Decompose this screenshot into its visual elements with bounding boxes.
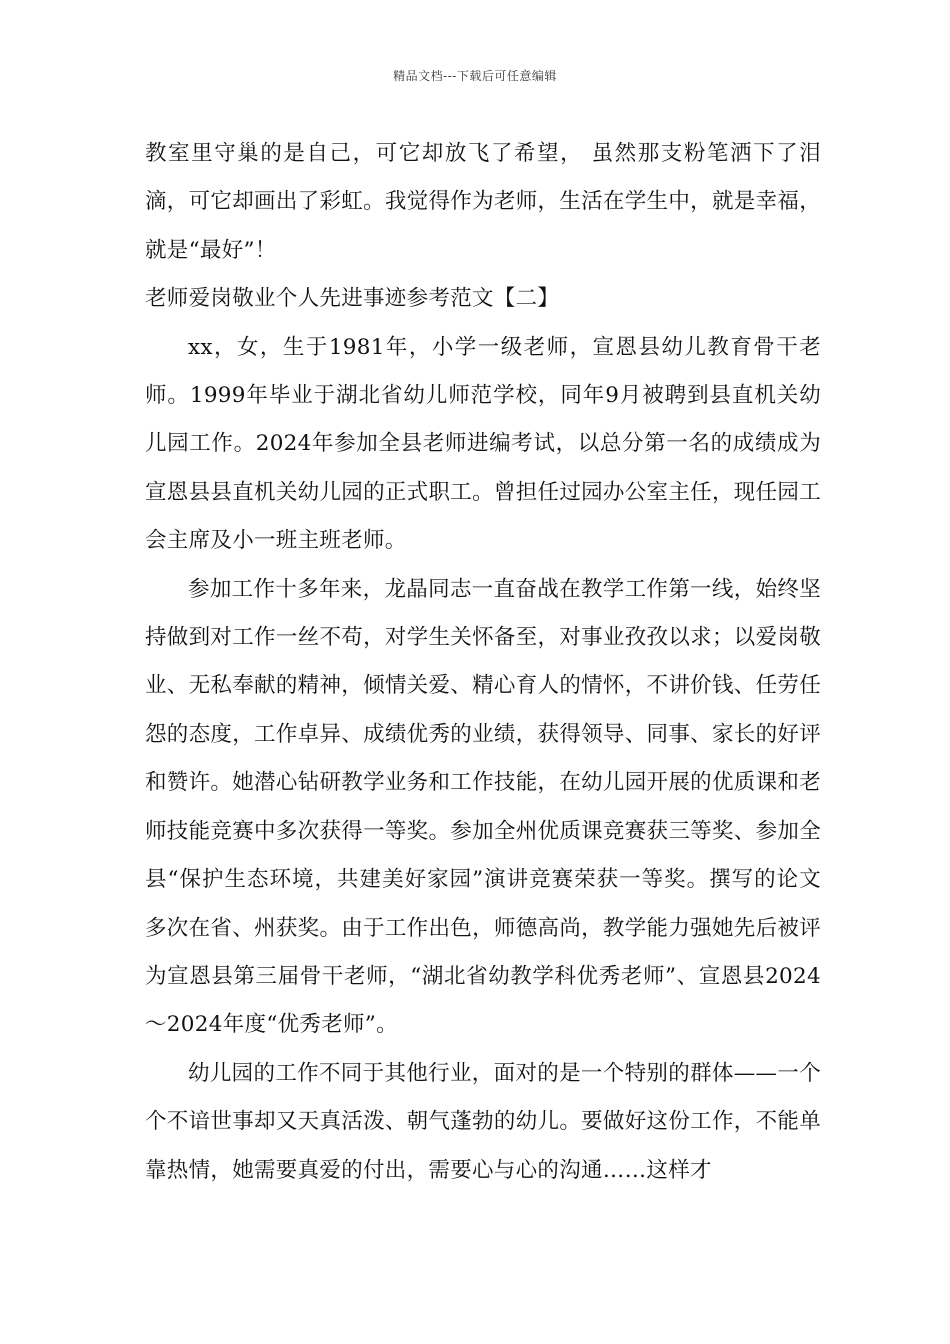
paragraph-continuation: 教室里守巢的是自己，可它却放飞了希望， 虽然那支粉笔洒下了泪滴，可它却画出了彩虹。我觉得作为老师，生活在学生中，就是幸福，就是“最好”！ [145, 141, 821, 263]
paragraph-kindergarten-work: 幼儿园的工作不同于其他行业，面对的是一个特别的群体——一个个不谙世事却又天真活泼、朝气蓬勃的幼儿。要做好这份工作，不能单靠热情，她需要真爱的付出，需要心与心的沟通……这样才 [145, 1060, 821, 1183]
page-header: 精品文档---下载后可任意编辑 [393, 69, 557, 83]
paragraph-biography: xx，女，生于1981年，小学一级老师，宣恩县幼儿教育骨干老师。1999年毕业于湖北省幼儿师范学校，同年9月被聘到县直机关幼儿园工作。2024年参加全县老师进编考试，以总分第一名的成绩成为宣恩县县直机关幼儿园的正式职工。曾担任过园办公室主任，现任园工会主席及小一班主班老师。 [145, 334, 821, 554]
document-body [145, 130, 821, 1195]
paragraph-achievements: 参加工作十多年来，龙晶同志一直奋战在教学工作第一线，始终坚持做到对工作一丝不苟，对学生关怀备至，对事业孜孜以求；以爱岗敬业、无私奉献的精神，倾情关爱、精心育人的情怀，不讲价钱、任劳任怨的态度，工作卓异、成绩优秀的业绩，获得领导、同事、家长的好评和赞许。她潜心钻研教学业务和工作技能，在幼儿园开展的优质课和老师技能竞赛中多次获得一等奖。参加全州优质课竞赛获三等奖、参加全县“保护生态环境，共建美好家园”演讲竞赛荣获一等奖。撰写的论文多次在省、州获奖。由于工作出色，师德高尚，教学能力强她先后被评为宣恩县第三届骨干老师，“湖北省幼教学科优秀老师”、宣恩县2024～2024年度“优秀老师”。 [145, 576, 821, 1038]
section-title: 老师爱岗敬业个人先进事迹参考范文【二】 [145, 286, 560, 312]
